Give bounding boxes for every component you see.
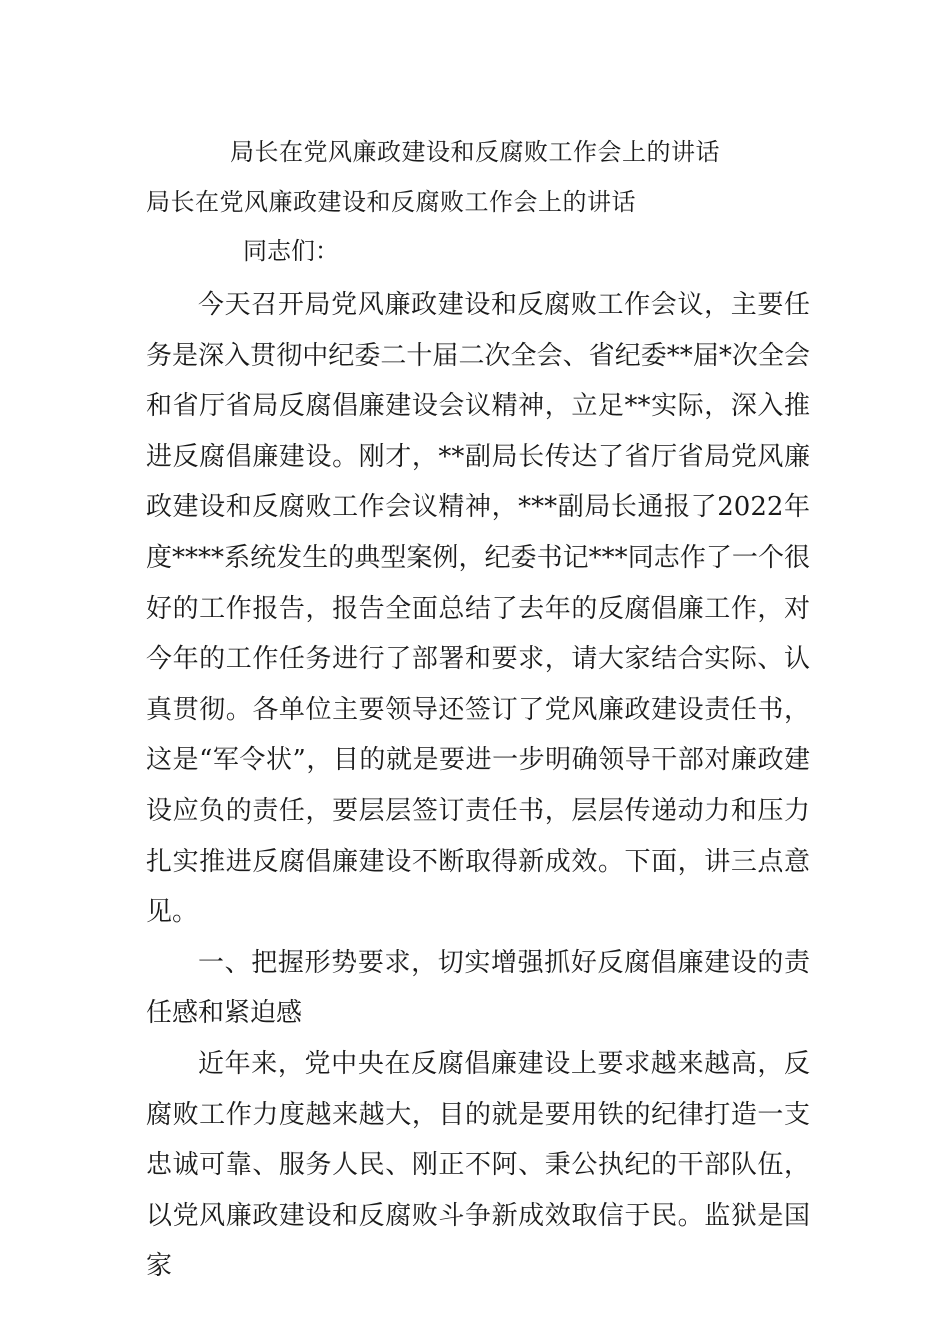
document-body (146, 280, 810, 1292)
paragraph-opening: 今天召开局党风廉政建设和反腐败工作会议，主要任务是深入贯彻中纪委二十届二次全会、省纪委**届*次全会和省厅省局反腐倡廉建设会议精神，立足**实际，深入推进反腐倡廉建设。刚才，**副局长传达了省厅省局党风廉政建设和反腐败工作会议精神，***副局长通报了2022年度****系统发生的典型案例，纪委书记***同志作了一个很好的工作报告，报告全面总结了去年的反腐倡廉工作，对今年的工作任务进行了部署和要求，请大家结合实际、认真贯彻。各单位主要领导还签订了党风廉政建设责任书，这是“军令状”，目的就是要进一步明确领导干部对廉政建设应负的责任，要层层签订责任书，层层传递动力和压力扎实推进反腐倡廉建设不断取得新成效。下面，讲三点意见。 (146, 290, 810, 928)
document-title: 局长在党风廉政建设和反腐败工作会上的讲话 (230, 138, 720, 166)
section-heading-1: 一、把握形势要求，切实增强抓好反腐倡廉建设的责任感和紧迫感 (146, 947, 810, 1029)
document-subtitle: 局长在党风廉政建设和反腐败工作会上的讲话 (146, 188, 636, 216)
paragraph-section-1: 近年来，党中央在反腐倡廉建设上要求越来越高，反腐败工作力度越来越大，目的就是要用铁的纪律打造一支忠诚可靠、服务人民、刚正不阿、秉公执纪的干部队伍，以党风廉政建设和反腐败斗争新成效取信于民。监狱是国家 (146, 1048, 810, 1282)
salutation: 同志们： (243, 237, 339, 265)
